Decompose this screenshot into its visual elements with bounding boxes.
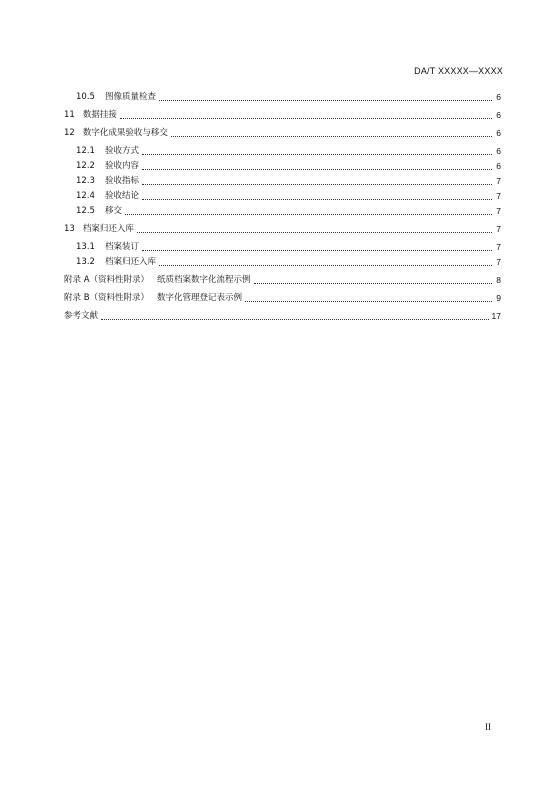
toc-entry-title: 数字化成果验收与移交 bbox=[82, 128, 168, 138]
toc-entry-11[interactable] bbox=[64, 106, 501, 121]
toc-entry-number: 附录 B（资料性附录） bbox=[64, 293, 150, 303]
toc-entry-page: 6 bbox=[496, 128, 501, 138]
toc-entry-title: 验收指标 bbox=[104, 176, 139, 186]
toc-entry-page: 7 bbox=[496, 206, 501, 216]
toc-entry-number: 13 bbox=[64, 224, 75, 234]
toc-dot-leader bbox=[125, 204, 492, 215]
toc-entry-number: 12.2 bbox=[76, 161, 95, 171]
toc-entry-appendix-b[interactable] bbox=[64, 289, 501, 304]
toc-dot-leader bbox=[159, 255, 492, 266]
toc-entry-page: 8 bbox=[496, 275, 501, 285]
toc-dot-leader bbox=[142, 159, 492, 170]
toc-entry-12-1[interactable] bbox=[76, 142, 501, 157]
toc-entry-page: 6 bbox=[496, 161, 501, 171]
toc-entry-page: 7 bbox=[496, 242, 501, 252]
toc-dot-leader bbox=[159, 90, 492, 101]
toc-entry-number: 12.4 bbox=[76, 191, 95, 201]
toc-entry-title: 参考文献 bbox=[64, 311, 99, 321]
toc-entry-title: 数据挂接 bbox=[82, 110, 117, 120]
toc-dot-leader bbox=[142, 174, 492, 185]
toc-entry-13-2[interactable] bbox=[76, 253, 501, 268]
toc-entry-title: 纸质档案数字化流程示例 bbox=[157, 275, 251, 285]
toc-dot-leader bbox=[142, 240, 492, 251]
toc-entry-12-2[interactable] bbox=[76, 157, 501, 172]
toc-entry-number: 10.5 bbox=[76, 92, 95, 102]
toc-entry-13-1[interactable] bbox=[76, 238, 501, 253]
toc-dot-leader bbox=[254, 273, 492, 284]
toc-dot-leader bbox=[120, 108, 492, 119]
toc-dot-leader bbox=[137, 222, 492, 233]
toc-entry-number: 12.1 bbox=[76, 146, 95, 156]
toc-entry-number: 附录 A（资料性附录） bbox=[64, 275, 150, 285]
toc-entry-page: 7 bbox=[496, 224, 501, 234]
toc-entry-number: 11 bbox=[64, 110, 75, 120]
toc-entry-page: 7 bbox=[496, 176, 501, 186]
toc-dot-leader bbox=[245, 291, 492, 302]
toc-entry-title: 档案装订 bbox=[104, 242, 139, 252]
toc-entry-page: 6 bbox=[496, 92, 501, 102]
toc-entry-number: 13.2 bbox=[76, 257, 95, 267]
toc-entry-title: 验收内容 bbox=[104, 161, 139, 171]
toc-entry-title: 档案归还入库 bbox=[104, 257, 156, 267]
toc-entry-12[interactable] bbox=[64, 124, 501, 139]
toc-entry-number: 12 bbox=[64, 128, 75, 138]
toc-entry-title: 验收方式 bbox=[104, 146, 139, 156]
toc-entry-title: 验收结论 bbox=[104, 191, 139, 201]
toc-entry-page: 9 bbox=[496, 293, 501, 303]
toc-entry-10-5[interactable] bbox=[76, 88, 501, 103]
toc-entry-page: 7 bbox=[496, 191, 501, 201]
toc-dot-leader bbox=[101, 309, 489, 320]
toc-entry-references[interactable] bbox=[64, 307, 501, 322]
toc-entry-12-3[interactable] bbox=[76, 172, 501, 187]
toc-entry-title: 图像质量检查 bbox=[104, 92, 156, 102]
toc-entry-page: 17 bbox=[491, 311, 501, 321]
document-code: DA/T XXXXX—XXXX bbox=[414, 66, 503, 76]
toc-entry-number: 13.1 bbox=[76, 242, 95, 252]
toc-entry-page: 6 bbox=[496, 146, 501, 156]
toc-entry-12-5[interactable] bbox=[76, 202, 501, 217]
toc-dot-leader bbox=[142, 189, 492, 200]
toc-entry-number: 12.5 bbox=[76, 206, 95, 216]
toc-entry-page: 6 bbox=[496, 110, 501, 120]
toc-dot-leader bbox=[171, 126, 492, 137]
toc-entry-12-4[interactable] bbox=[76, 187, 501, 202]
page-number: II bbox=[485, 722, 491, 732]
toc-entry-title: 档案归还入库 bbox=[82, 224, 134, 234]
toc-entry-number: 12.3 bbox=[76, 176, 95, 186]
toc-dot-leader bbox=[142, 144, 492, 155]
toc-entry-page: 7 bbox=[496, 257, 501, 267]
toc-entry-appendix-a[interactable] bbox=[64, 271, 501, 286]
toc-entry-title: 移交 bbox=[104, 206, 122, 216]
toc-entry-13[interactable] bbox=[64, 220, 501, 235]
toc-entry-title: 数字化管理登记表示例 bbox=[157, 293, 243, 303]
